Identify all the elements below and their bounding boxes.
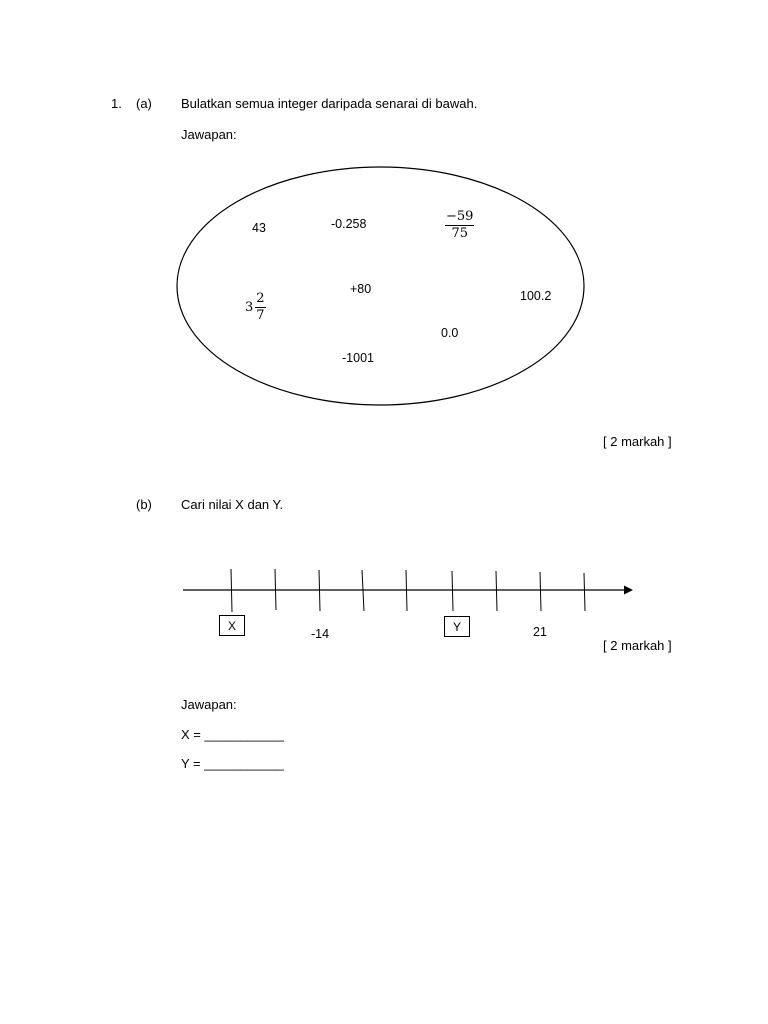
number-set-ellipse [177,167,584,405]
number-plus-80[interactable]: +80 [350,282,372,296]
fraction-numerator: −59 [446,209,474,224]
tick-7 [496,571,497,611]
number-fraction-neg59-75[interactable] [443,210,474,240]
question-number: 1. [111,96,122,111]
tick-label-neg14: -14 [311,627,330,641]
part-b-label: (b) [136,497,152,512]
box-y-label: Y [452,619,461,634]
unknown-x-box [219,615,245,636]
number-mixed-3-2-7[interactable] [245,292,266,322]
number-neg-0-258[interactable]: -0.258 [331,217,367,231]
tick-5 [406,570,407,611]
tick-1 [231,569,232,612]
part-b-marks: [ 2 markah ] [603,638,672,653]
number-0-0[interactable]: 0.0 [441,326,459,340]
part-a-marks: [ 2 markah ] [603,434,672,449]
unknown-y-box [444,616,470,637]
part-b-answer-label: Jawapan: [181,697,237,712]
mixed-numerator: 2 [256,291,265,306]
part-a-answer-label: Jawapan: [181,127,237,142]
number-43[interactable]: 43 [252,221,266,235]
part-a-label: (a) [136,96,152,111]
mixed-denominator: 7 [256,307,265,323]
tick-label-21: 21 [533,625,547,639]
tick-2 [275,569,276,610]
tick-8 [540,572,541,611]
box-x-label: X [227,618,236,633]
number-line-arrowhead [624,586,633,595]
x-answer-line[interactable]: X = ___________ [181,727,285,742]
number-100-2[interactable]: 100.2 [520,289,552,303]
tick-6 [452,571,453,611]
fraction-denominator: 75 [451,225,468,241]
tick-3 [319,570,320,611]
number-neg-1001[interactable]: -1001 [342,351,374,365]
part-b-instruction: Cari nilai X dan Y. [181,497,284,512]
tick-9 [584,573,585,611]
y-answer-line[interactable]: Y = ___________ [181,756,284,771]
part-a-instruction: Bulatkan semua integer daripada senarai di bawah. [181,96,478,111]
mixed-whole: 3 [245,299,254,315]
number-line [183,569,633,612]
